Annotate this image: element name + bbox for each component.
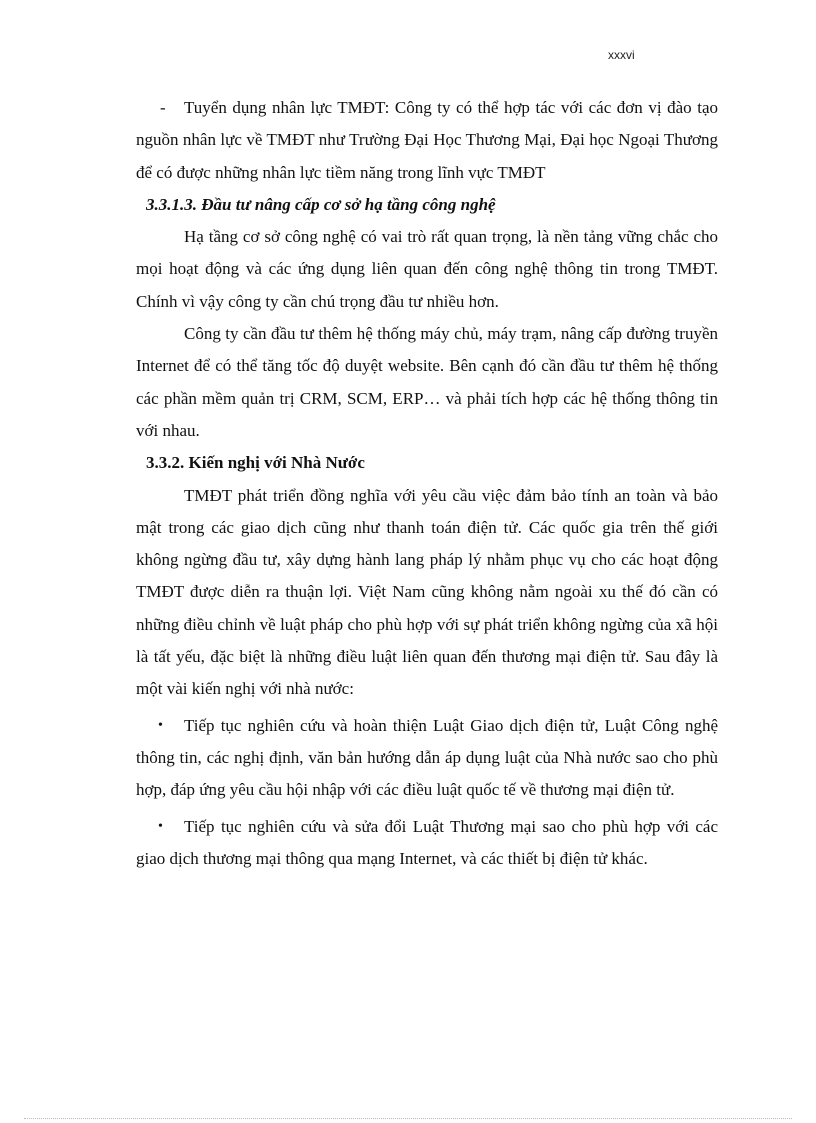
section-heading-3-3-2: 3.3.2. Kiến nghị với Nhà Nước — [146, 453, 365, 473]
bullet-item-text: Tiếp tục nghiên cứu và hoàn thiện Luật Giao dịch điện tử, Luật Công nghệ thông tin, các nghị định, văn bản hướng dẫn áp dụng luật của Nhà nước sao cho phù hợp, đáp ứng yêu cầu hội nhập với các điều luật quốc tế về thương mại điện tử. — [136, 715, 718, 800]
paragraph: Hạ tầng cơ sở công nghệ có vai trò rất quan trọng, là nền tảng vững chắc cho mọi hoạt động và các ứng dụng liên quan đến công nghệ thông tin trong TMĐT. Chính vì vậy công ty cần chú trọng đầu tư nhiều hơn. — [136, 227, 718, 311]
page-number: xxxvi — [608, 48, 635, 62]
page-bottom-divider — [24, 1118, 792, 1119]
paragraph: TMĐT phát triển đồng nghĩa với yêu cầu việc đảm bảo tính an toàn và bảo mật trong các giao dịch cũng như thanh toán điện tử. Các quốc gia trên thế giới không ngừng đầu tư, xây dựng hành lang pháp lý nhằm phục vụ cho các hoạt động TMĐT được diễn ra thuận lợi. Việt Nam cũng không nằm ngoài xu thế đó cần có những điều chỉnh về luật pháp cho phù hợp với sự phát triển không ngừng của xã hội là tất yếu, đặc biệt là những điều luật liên quan đến thương mại điện tử. Sau đây là một vài kiến nghị với nhà nước: — [136, 485, 718, 699]
document-body — [136, 92, 718, 875]
paragraph: Công ty cần đầu tư thêm hệ thống máy chủ, máy trạm, nâng cấp đường truyền Internet để có thể tăng tốc độ duyệt website. Bên cạnh đó cần đầu tư thêm hệ thống các phần mềm quản trị CRM, SCM, ERP… và phải tích hợp các hệ thống thông tin với nhau. — [136, 324, 718, 440]
bullet-list-item — [136, 811, 718, 876]
bullet-icon: • — [158, 717, 163, 733]
dash-marker: - — [160, 98, 166, 117]
bullet-item-text: Tiếp tục nghiên cứu và sửa đổi Luật Thương mại sao cho phù hợp với các giao dịch thương mại thông qua mạng Internet, và các thiết bị điện tử khác. — [136, 816, 718, 868]
bullet-list-item — [136, 710, 718, 807]
dash-list-item — [136, 92, 718, 189]
section-heading-3-3-1-3: 3.3.1.3. Đầu tư nâng cấp cơ sở hạ tầng công nghệ — [146, 194, 496, 214]
bullet-icon: • — [158, 818, 163, 834]
dash-item-text: Tuyển dụng nhân lực TMĐT: Công ty có thể hợp tác với các đơn vị đào tạo nguồn nhân lực về TMĐT như Trường Đại Học Thương Mại, Đại học Ngoại Thương để có được những nhân lực tiềm năng trong lĩnh vực TMĐT — [136, 98, 718, 182]
